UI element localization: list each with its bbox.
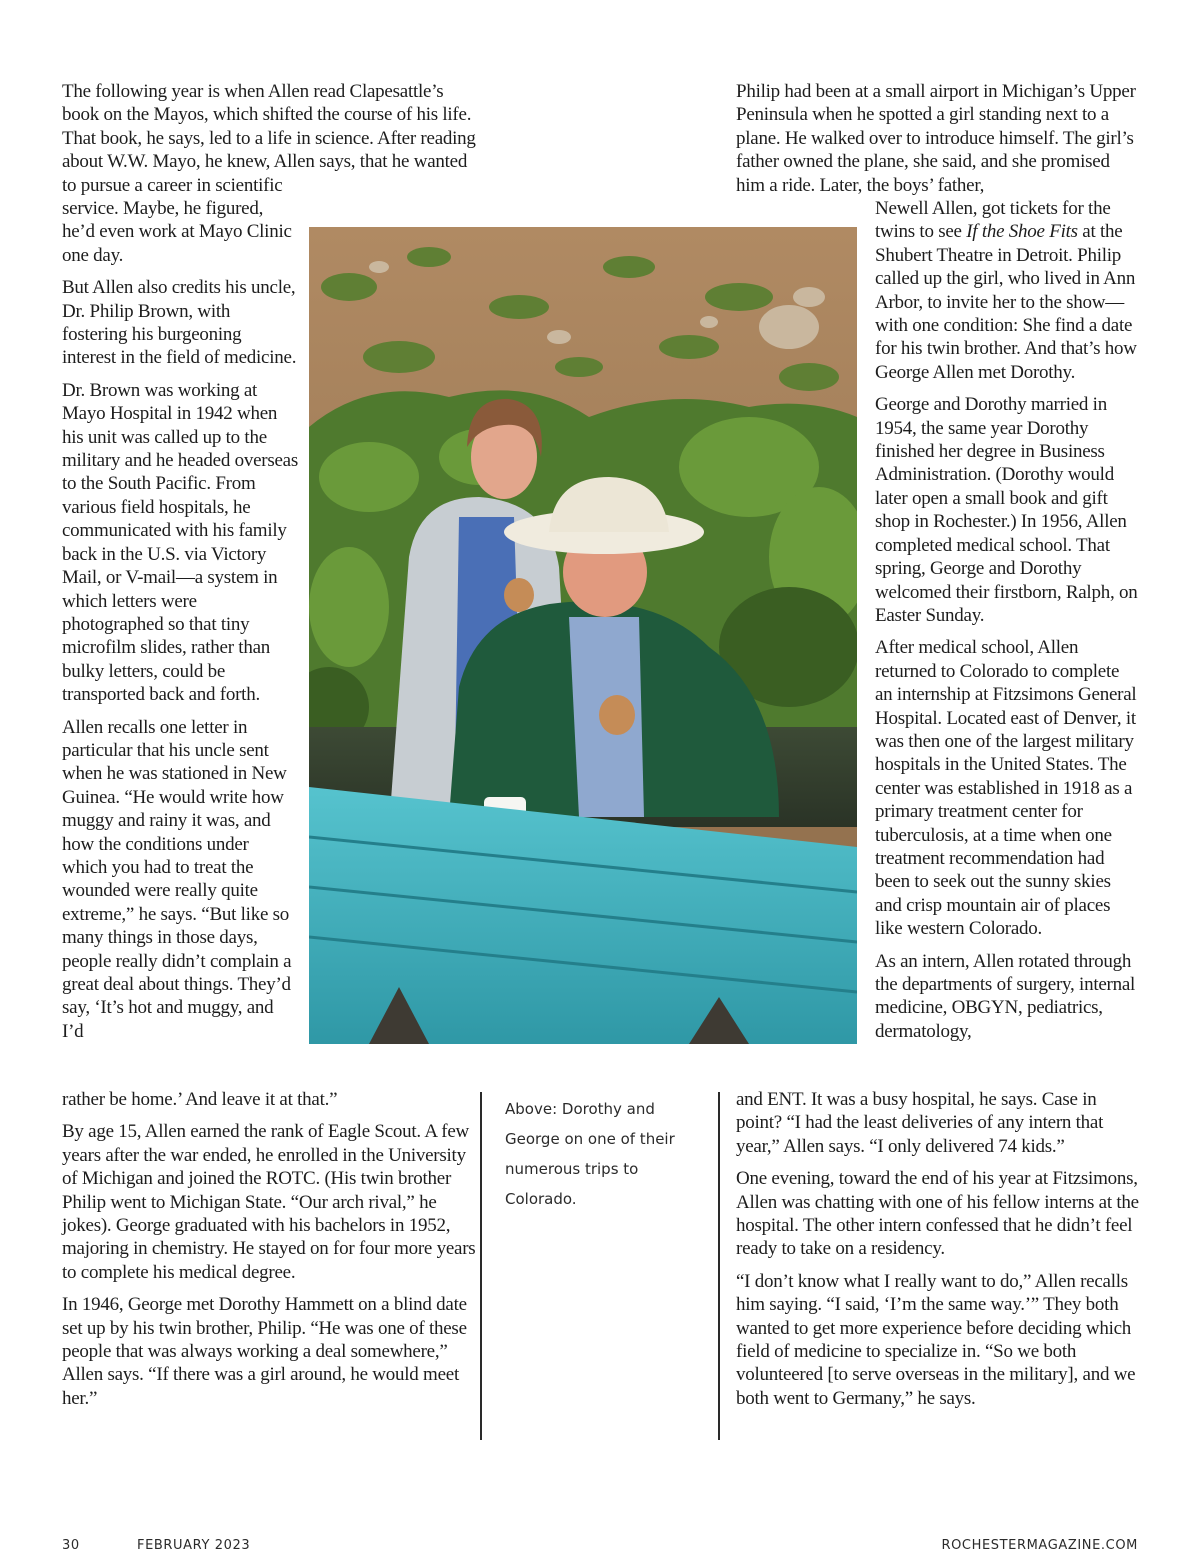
column3-top xyxy=(736,80,1140,197)
paragraph: and ENT. It was a busy hospital, he says. Case in point? “I had the least deliveries of any intern that year,” Allen says. “I only delivered 74 kids.” xyxy=(736,1089,1104,1157)
photo-caption: Above: Dorothy and George on one of their numerous trips to Colorado. xyxy=(505,1100,675,1208)
paragraph: The following year is when Allen read Clapesattle’s book on the Mayos, which shifted the course of his life. That book, he says, led to a life in science. After reading about W.W. Mayo, he knew, Allen says, that he wanted to pursue a career in scientific xyxy=(62,81,476,196)
column1-top xyxy=(62,80,477,197)
column1-narrow xyxy=(62,197,298,1043)
paragraph xyxy=(875,197,1140,384)
paragraph: rather be home.’ And leave it at that.” xyxy=(62,1089,338,1110)
column3-bottom xyxy=(736,1088,1140,1410)
paragraph: Dr. Brown was working at Mayo Hospital in 1942 when his unit was called up to the military and he headed overseas to the South Pacific. From various field hospitals, he communicated with his family back in the U.S. via Victory Mail, or V-mail—a system in which letters were photographed so that tiny microfilm slides, rather than bulky letters, could be transported back and forth. xyxy=(62,379,298,706)
show-title: If the Shoe Fits xyxy=(966,221,1078,243)
paragraph: After medical school, Allen returned to Colorado to complete an internship at Fitzsimons General Hospital. Located east of Denver, it was then one of the largest military hospitals in the United States. The center was established in 1918 as a primary treatment center for tuberculosis, at a time when one treatment recommendation had been to seek out the sunny skies and crisp mountain air of places like western Colorado. xyxy=(875,637,1137,940)
paragraph: Philip had been at a small airport in Michigan’s Upper Peninsula when he spotted a girl standing next to a plane. He walked over to introduce himself. The girl’s father owned the plane, she said, and she promised him a ride. Later, the boys’ father, xyxy=(736,81,1136,196)
column-divider-right xyxy=(718,1092,720,1440)
column1-bottom xyxy=(62,1088,477,1410)
paragraph: As an intern, Allen rotated through the departments of surgery, internal medicine, OBGYN, pediatrics, dermatology, xyxy=(875,950,1136,1042)
paragraph: service. Maybe, he figured, he’d even work at Mayo Clinic one day. xyxy=(62,198,292,266)
photo-dorothy-and-george xyxy=(309,227,857,1044)
issue-date: FEBRUARY 2023 xyxy=(137,1538,251,1553)
paragraph: One evening, toward the end of his year at Fitzsimons, Allen was chatting with one of his fellow interns at the hospital. The other intern confessed that he didn’t feel ready to take on a residency. xyxy=(736,1168,1139,1260)
text-span: Newell Allen, got tickets for the twins to see xyxy=(875,198,1111,243)
page-number: 30 xyxy=(62,1538,80,1553)
paragraph: George and Dorothy married in 1954, the same year Dorothy finished her degree in Business Administration. (Dorothy would later open a small book and gift shop in Rochester.) In 1956, Allen completed medical school. That spring, George and Dorothy welcomed their firstborn, Ralph, on Easter Sunday. xyxy=(875,394,1138,626)
paragraph: Allen recalls one letter in particular that his uncle sent when he was stationed in New Guinea. “He would write how muggy and rainy it was, and how the conditions under which you had to treat the wounded were really quite extreme,” he says. “But like so many things in those days, people really didn’t complain a great deal about things. They’d say, ‘It’s hot and muggy, and I’d xyxy=(62,716,292,1042)
paragraph: In 1946, George met Dorothy Hammett on a blind date set up by his twin brother, Philip. “He was one of these people that was always working a deal somewhere,” Allen says. “If there was a girl around, he would meet her.” xyxy=(62,1294,467,1409)
paragraph: “I don’t know what I really want to do,” Allen recalls him saying. “I said, ‘I’m the same way.’” They both wanted to get more experience before deciding which field of medicine to specialize in. “So we both volunteered [to serve overseas in the military], and we both went to Germany,” he says. xyxy=(736,1270,1136,1409)
column3-narrow xyxy=(875,197,1140,1043)
text-span: at the Shubert Theatre in Detroit. Philip called up the girl, who lived in Ann Arbor, to invite her to the show—with one condition: She find a date for his twin brother. And that’s how George Allen met Dorothy. xyxy=(875,221,1137,383)
paragraph: By age 15, Allen earned the rank of Eagle Scout. A few years after the war ended, he enrolled in the University of Michigan and joined the ROTC. (His twin brother Philip went to Michigan State. “Our arch rival,” he jokes). George graduated with his bachelors in 1952, majoring in chemistry. He stayed on for four more years to complete his medical degree. xyxy=(62,1121,476,1283)
paragraph: But Allen also credits his uncle, Dr. Philip Brown, with fostering his burgeoning interest in the field of medicine. xyxy=(62,277,297,369)
column-divider-left xyxy=(480,1092,482,1440)
website: ROCHESTERMAGAZINE.COM xyxy=(941,1538,1138,1553)
